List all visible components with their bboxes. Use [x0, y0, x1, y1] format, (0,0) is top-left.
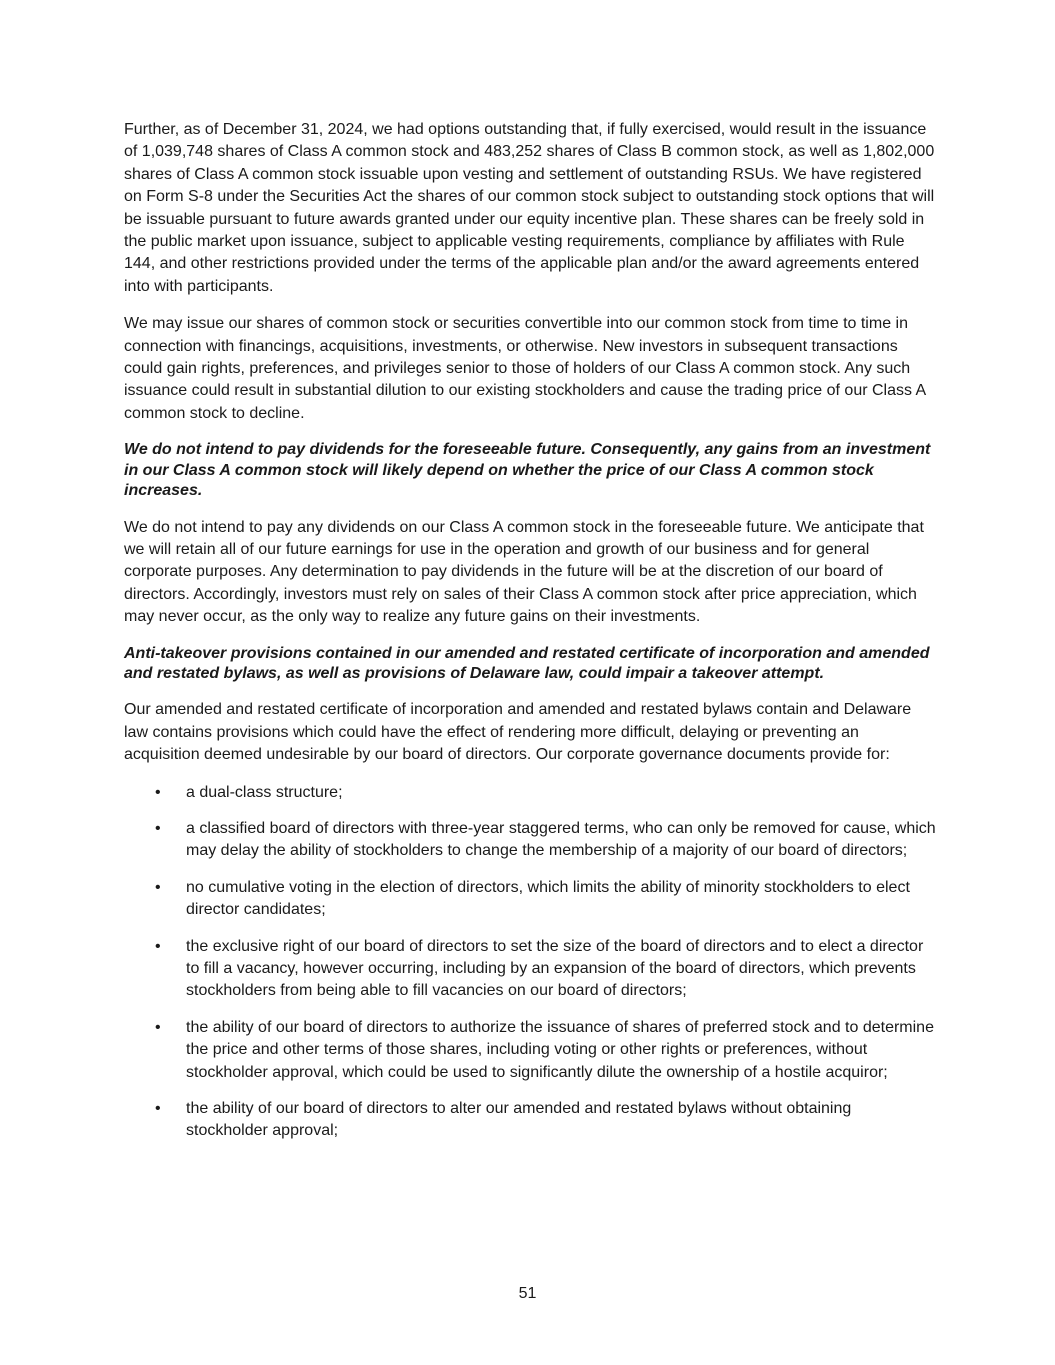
- paragraph-options-outstanding: Further, as of December 31, 2024, we had options outstanding that, if fully exercised, would result in the issuance of 1,039,748 shares of Class A common stock and 483,252 shares of Class B common stock, as well as 1,802,000 shares of Class A common stock issuable upon vesting and settlement of outstanding RSUs. We have registered on Form S-8 under the Securities Act the shares of our common stock subject to outstanding stock options that will be issuable pursuant to future awards granted under our equity incentive plan. These shares can be freely sold in the public market upon issuance, subject to applicable vesting requirements, compliance by affiliates with Rule 144, and other restrictions provided under the terms of the applicable plan and/or the award agreements entered into with participants.: [124, 121, 935, 295]
- list-item: [124, 936, 936, 1003]
- bullet-icon: •: [155, 819, 161, 837]
- bullet-icon: •: [155, 878, 161, 896]
- paragraph-anti-takeover: Our amended and restated certificate of incorporation and amended and restated bylaws contain and Delaware law contains provisions which could have the effect of rendering more difficult, delaying or preventing an acquisition deemed undesirable by our board of directors. Our corporate governance documents provide for:: [124, 701, 912, 764]
- page-number: 51: [518, 1285, 537, 1302]
- list-item: [124, 877, 936, 922]
- bullet-icon: •: [155, 1100, 161, 1118]
- list-item-text: the exclusive right of our board of directors to set the size of the board of directors and to elect a director to fill a vacancy, however occurring, including by an expansion of the board of directors, which prevents stockholders from being able to fill vacancies on our board of directors;: [186, 937, 924, 1000]
- document-page: [124, 119, 936, 1157]
- heading-anti-takeover-risk: Anti-takeover provisions contained in our amended and restated certificate of incorporation and amended and restated bylaws, as well as provisions of Delaware law, could impair a takeover attempt.: [124, 644, 930, 682]
- list-item-text: no cumulative voting in the election of directors, which limits the ability of minority stockholders to elect director candidates;: [186, 878, 910, 919]
- list-item-text: a dual-class structure;: [186, 783, 343, 801]
- paragraph-dividends: We do not intend to pay any dividends on our Class A common stock in the foreseeable future. We anticipate that we will retain all of our future earnings for use in the operation and growth of our business and for general corporate purposes. Any determination to pay dividends in the future will be at the discretion of our board of directors. Accordingly, investors must rely on sales of their Class A common stock after price appreciation, which may never occur, as the only way to realize any future gains on their investments.: [124, 518, 924, 626]
- list-item: [124, 1098, 936, 1143]
- list-item: [124, 818, 936, 863]
- list-item: [124, 782, 936, 804]
- list-item-text: the ability of our board of directors to alter our amended and restated bylaws without obtaining stockholder approval;: [186, 1100, 852, 1140]
- list-item-text: the ability of our board of directors to authorize the issuance of shares of preferred stock and to determine the price and other terms of those shares, including voting or other rights or preferences, without stockholder approval, which could be used to significantly dilute the ownership of a hostile acquiror;: [186, 1018, 934, 1081]
- list-item: [124, 1017, 936, 1084]
- bullet-icon: •: [155, 1018, 161, 1036]
- heading-dividends-risk: We do not intend to pay dividends for the foreseeable future. Consequently, any gains from an investment in our Class A common stock will likely depend on whether the price of our Class A common stock increases.: [124, 441, 931, 500]
- bullet-icon: •: [155, 783, 161, 801]
- governance-provisions-list: [124, 782, 936, 1143]
- paragraph-share-issuance: We may issue our shares of common stock or securities convertible into our common stock from time to time in connection with financings, acquisitions, investments, or otherwise. New investors in subsequent transactions could gain rights, preferences, and privileges senior to those of holders of our Class A common stock. Any such issuance could result in substantial dilution to our existing stockholders and cause the trading price of our Class A common stock to decline.: [124, 315, 926, 422]
- bullet-icon: •: [155, 937, 161, 955]
- list-item-text: a classified board of directors with three-year staggered terms, who can only be removed for cause, which may delay the ability of stockholders to change the membership of a majority of our board of directors;: [186, 819, 936, 860]
